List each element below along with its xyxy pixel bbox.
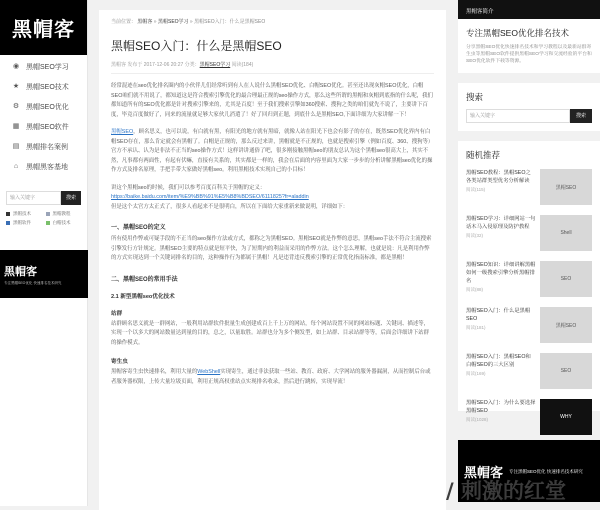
recommend-thumb[interactable]: 黑帽SEO	[540, 307, 592, 343]
nav-item-2[interactable]	[0, 97, 87, 117]
recommend-thumb[interactable]: SEO	[540, 353, 592, 389]
subsection-heading: 2.1 新型黑帽seo优化技术	[111, 293, 175, 300]
section-heading: 一、黑帽SEO的定义	[111, 225, 166, 231]
recommend-item-views: 阅读(181)	[466, 325, 486, 330]
nav-item-1[interactable]	[0, 77, 87, 97]
recommend-item-title[interactable]: 黑帽SEO教程：黑帽SEO之各类站群类型优劣分析解读	[466, 170, 531, 184]
tag-label: 黑帽技术	[13, 211, 31, 216]
recommend-item[interactable]	[466, 215, 592, 253]
nav-item-4[interactable]	[0, 137, 87, 157]
banner-title: 黑帽客	[464, 465, 504, 481]
paragraph: 所有使用作弊或可疑手段的不正当的seo操作方法或方式，都称之为黑帽SEO。黑帽SEO就是作弊的意思，黑帽seo手法不符合主流搜索引擎发行方针规定。黑帽SEO主要的特点就是短平快，为了短期内的利益而采用的作弊方法。这个怎么理解，也就是说：凡是利用作弊的方式实现达到一个关键词排名的目的，这种操作行为都属于黑帽！凡是违背违反搜索引擎的正常优化指南标准，都是黑帽！	[111, 236, 432, 261]
paragraph-text: 讲这个黑帽seo的时候，我们可以参考百度百科关于黑帽的定义：	[111, 184, 266, 191]
recommend-thumb[interactable]: WHY	[540, 399, 592, 435]
paragraph	[111, 368, 434, 387]
tag-item[interactable]	[6, 211, 42, 217]
tag-item[interactable]	[46, 220, 82, 226]
right-sidebar	[458, 0, 600, 506]
baike-link[interactable]: https://baike.baidu.com/item/%E9%BB%91%E5%B8%BDSEO/6111825?fr=aladdin	[111, 194, 309, 200]
paragraph: 经常混迹在seo优化排名圈内的小伙伴儿们经常听到有人在人说什么黑帽SEO优化、白帽SEO优化。甚至还出现灰帽SEO优化，白帽SEO咱们就不用说了，都知道这是符合搜索引擎优化的最合理最正规的seo操作方式，那么这些所谓的黑帽和灰帽到底指的什么呢，我们都知道所有的SEO优化都是针对搜索引擎来的，尤其是百度！至于我们搜索引擎如360搜索、搜狗之类的咱们就先不说了，主要讲下百度，毕竟百度做好了，同来的流量就足够大家伙儿消遣了！好了回归到正题，到底什么是黑帽SEO,下面详细为大家讲解一下！	[111, 83, 433, 118]
recommend-item-title[interactable]: 黑帽SEO入门：黑帽SEO和白帽SEO的三大区别	[466, 354, 531, 368]
recommend-item-views: 阅读(32)	[466, 233, 484, 238]
breadcrumb-category[interactable]: 黑帽SEO学习	[157, 19, 189, 25]
gear-icon: ⚙	[12, 103, 20, 110]
paragraph-text: ，顾名思义，也可以说，有白就有黑，有阳光的地方就有黑暗，就像人站在阳光下也会有影子的存在，既然SEO优化界内有白帽SEO存在，那么肯定就会有黑帽了。白帽是正规的，那么反过来讲，黑帽就是不正规的，也就是搜索引擎（例如百度、360、搜狗等）官方不承认、认为是非法不正当的seo操作方式！这样讲讲通俗了吧，很多刚接触黑帽seo的朋友总认为这个黑帽seo很高大上，其实不然，凡事都有两面性，有起有伏嘛，直接有关系的，其实都是一样的，我会在后面的内容里面为大家一步步的分析讲解黑帽seo优化的操作方式及排名原理，手把手带大家做好黑帽seo。利用黑帽技术实现自己的小目标！	[111, 129, 434, 173]
star-icon: ★	[12, 83, 20, 90]
intro-card	[458, 19, 600, 73]
meta-info: 黑帽客 发布于 2017-12-06 20:27 分类：	[111, 62, 200, 68]
recommend-card	[458, 141, 600, 422]
recommend-title: 随机推荐	[466, 150, 501, 160]
meta-category-link[interactable]: 黑帽SEO学习	[199, 62, 231, 68]
article-meta	[111, 61, 434, 74]
left-sidebar	[0, 0, 88, 506]
right-search	[466, 109, 592, 123]
nav-item-0[interactable]	[0, 57, 87, 77]
site-logo[interactable]: 黑帽客	[0, 0, 87, 55]
tag-color-swatch	[46, 221, 50, 225]
grid-icon: ▦	[12, 123, 20, 130]
recommend-item[interactable]	[466, 169, 592, 207]
paragraph-text: 但是这个太官方太正式了，很多人看起来不是很明白，所以在下面给大家重新来做说明，详细如下：	[111, 203, 349, 210]
paragraph	[111, 184, 434, 213]
left-search-button[interactable]: 搜索	[61, 191, 81, 205]
intro-text: 分享黑帽SEO优化快速排名技术和学习教程以及最新站群寄生虫等黑帽SEO软件提供黑帽SEO学习和交流经验的平台和SEO优化软件下载等资源。	[466, 45, 592, 64]
paragraph-text: 实现寄生，通过非法获取一些站、教育、政府、大学网站的服务器漏洞，从而控制后台或者服务器权限，上传大量垃圾页面，利用正规高权重站点实现排名收录，然后进行跳转，实现导流！	[111, 369, 431, 385]
intro-title: 专注黑帽SEO优化排名技术	[466, 28, 569, 38]
tag-item[interactable]	[46, 211, 82, 217]
banner-subtitle: 专注黑帽SEO优化 快速排名技术研究	[509, 468, 583, 474]
eye-icon: ◉	[12, 63, 20, 70]
article-panel	[99, 10, 446, 510]
nav-item-5[interactable]	[0, 157, 87, 177]
nav-label: 黑帽SEO优化	[26, 104, 69, 111]
recommend-item-views: 阅读(169)	[466, 371, 486, 376]
subsection-heading: 寄生虫	[111, 359, 128, 365]
nav-label: 黑帽排名案例	[26, 144, 68, 151]
tag-color-swatch	[6, 221, 10, 225]
nav-label: 黑帽SEO学习	[26, 64, 69, 71]
breadcrumb: 当前位置： 黑帽客 » 黑帽SEO学习 » 黑帽SEO入门：什么是黑帽SEO	[111, 19, 266, 25]
recommend-item-views: 阅读(1028)	[466, 417, 489, 422]
recommend-thumb[interactable]: SEO	[540, 261, 592, 297]
tag-item[interactable]	[6, 220, 42, 226]
recommend-item[interactable]	[466, 307, 592, 345]
breadcrumb-prefix: 当前位置：	[111, 19, 137, 25]
left-ad-banner[interactable]	[0, 250, 88, 298]
home-icon: ⌂	[13, 163, 19, 170]
left-search-input[interactable]: 输入关键字	[6, 191, 61, 205]
tag-label: 黑帽软件	[13, 220, 31, 225]
recommend-item[interactable]	[466, 353, 592, 391]
tag-label: 白帽技术	[52, 220, 71, 225]
breadcrumb-home[interactable]: 黑帽客	[137, 19, 153, 25]
left-search	[6, 191, 81, 205]
recommend-item-views: 阅读(88)	[466, 287, 484, 292]
right-search-input[interactable]: 输入关键字	[466, 109, 570, 123]
nav-label: 黑帽黑客基地	[26, 164, 68, 171]
search-title: 搜索	[466, 92, 484, 102]
meta-views: 阅读(184)	[230, 62, 254, 68]
search-card	[458, 83, 600, 131]
webshell-link[interactable]: WebShell	[197, 369, 221, 375]
recommend-item-title[interactable]: 黑帽SEO知识：详细讲解黑帽如何一级搜索引擎分析黑帽排名	[466, 262, 536, 284]
breadcrumb-current: 黑帽SEO入门：什么是黑帽SEO	[194, 19, 266, 25]
tag-color-swatch	[46, 212, 50, 216]
section-heading: 二、黑帽SEO的常用手法	[111, 276, 178, 283]
recommend-item-title[interactable]: 黑帽SEO入门：什么是黑帽SEO	[466, 308, 531, 322]
right-search-button[interactable]: 搜索	[570, 109, 592, 123]
recommend-thumb[interactable]: Shell	[540, 215, 592, 251]
paragraph-text: 黑帽客寄生虫快速排名，利用大量的	[111, 369, 198, 375]
banner-title: 黑帽客	[4, 264, 37, 278]
recommend-item-title[interactable]: 黑帽SEO入门：为什么要选择黑帽SEO	[466, 400, 536, 414]
nav-label: 黑帽SEO软件	[26, 124, 69, 131]
keyword-link[interactable]: 黑帽SEO	[111, 129, 134, 135]
recommend-item-title[interactable]: 黑帽SEO学习：详细网站一句话木马入侵原理及防护教程	[466, 216, 536, 230]
paragraph	[111, 128, 434, 176]
tag-color-swatch	[6, 212, 10, 216]
article-title: 黑帽SEO入门：什么是黑帽SEO	[111, 39, 282, 53]
recommend-item[interactable]	[466, 399, 592, 437]
recommend-item[interactable]	[466, 261, 592, 299]
nav-label: 黑帽SEO技术	[26, 84, 69, 91]
book-icon: ▤	[12, 143, 20, 150]
recommend-thumb[interactable]: 黑帽SEO	[540, 169, 592, 205]
subsection-heading: 站群	[111, 310, 123, 317]
recommend-item-views: 阅读(115)	[466, 187, 486, 192]
tag-list	[6, 211, 81, 226]
banner-subtitle: 专注黑帽SEO优化 快速排名技术研究	[4, 280, 62, 285]
intro-header: 黑帽客简介	[458, 0, 600, 19]
watermark-text: / 刺激的红堂	[446, 479, 566, 503]
paragraph: 站群顾名思义就是一群网站，一般利用站群软件批量生成创建成百上千上万的网站，每个网站设置不同的网站标题、关键词、描述等，实现一个以多大的网站数量达到量的目的，总之，以量取胜。站群也分为多个侧发型，如上站群、目录站群等等，后面会详细讲下站群的操作模式。	[111, 320, 430, 346]
tag-label: 黑帽教程	[52, 211, 71, 216]
nav-item-3[interactable]	[0, 117, 87, 137]
